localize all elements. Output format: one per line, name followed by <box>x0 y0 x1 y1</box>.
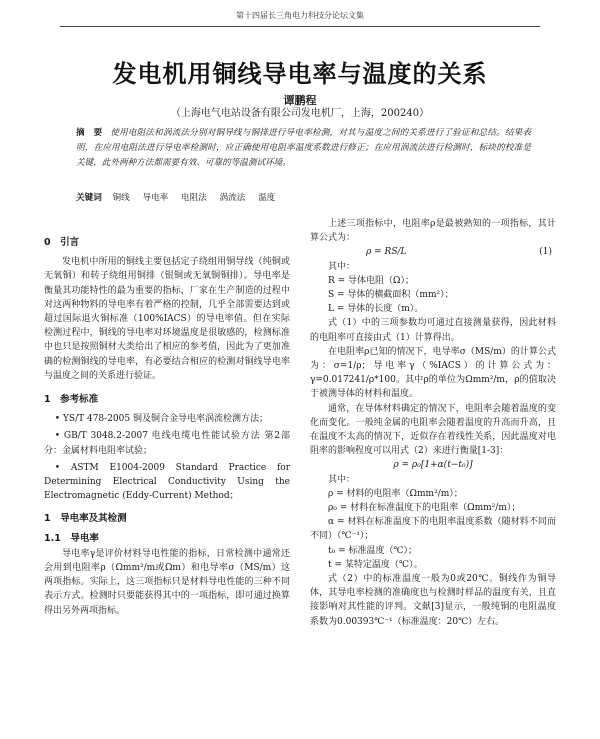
keyword: 铜线 <box>112 193 130 203</box>
paragraph: 式（2）中的标准温度一般为0或20℃。铜线作为铜导体，其导电率检测的准确度也与检测时样品的温度有关，且直接影响对其性能的评判。文献[3]显示，一般纯铜的电阻温度系数为0.00393℃⁻¹（标准温度：20℃）左右。 <box>310 574 556 627</box>
definition: ρ₀ = 材料在标准温度下的电阻率（Ωmm²/m）； <box>328 503 521 514</box>
left-column <box>44 236 290 618</box>
definition: t = 某特定温度（℃）。 <box>328 559 423 570</box>
paragraph: 导电率γ是评价材料导电性能的指标，日常检测中通常还会用到电阻率ρ（Ωmm²/m或Ωm）和电导率σ（MS/m）这两项指标。实际上，这三项指标只是材料导电性能的三种不同表示方式。检测时只要能获得其中的一项指标，即可通过换算得出另外两项指标。 <box>44 548 290 616</box>
paragraph: 通常，在导体材料确定的情况下，电阻率会随着温度的变化而变化。一般纯金属的电阻率会随着温度的升高而升高，且在温度不太高的情况下，近似存在着线性关系，因此温度对电阻率的影响程度可以用式（2）来进行衡量[1-3]： <box>310 403 556 457</box>
paragraph: 发电机中所用的铜线主要包括定子绕组用铜导线（纯铜或无氧铜）和转子绕组用铜排（银铜或无氧铜铜排）。导电率是衡量其功能特性的最为重要的指标，厂家在生产制造的过程中对这两种物料的导电率有着严格的控制，几乎全部需要达到或超过国际退火铜标准（100%IACS）的导电率值。但在实际检测过程中，铜线的导电率对环境温度是很敏感的，检测标准中也只是按照铜材大类给出了相应的参考值，因此为了更加准确的检测铜线的导电率，有必要结合相应的检测对铜线导电率与温度之间的关系进行验证。 <box>44 257 290 381</box>
equation-2: ρ = ρ₀[1+α(t−t₀)] <box>393 460 473 471</box>
keywords-label: 关键词 <box>76 193 102 203</box>
where-label: 其中： <box>328 474 356 485</box>
definition: α = 材料在标准温度下的电阻率温度系数（随材料不同而不同）（℃⁻¹）； <box>310 517 556 542</box>
definition: ρ = 材料的电阻率（Ωmm²/m）； <box>328 488 463 499</box>
keyword: 涡流法 <box>219 193 246 203</box>
equation-expression: ρ = RS/L <box>366 247 407 258</box>
abstract <box>76 126 531 171</box>
paragraph: 在电阻率ρ已知的情况下，电导率σ（MS/m）的计算公式为：σ=1/ρ；导电率γ（%IACS）的计算公式为：γ=0.017241/ρ*100。其中ρ的单位为Ωmm²/m，ρ的值取决于被测导体的材料和温度。 <box>310 346 556 400</box>
keyword: 导电率 <box>142 193 169 203</box>
definition: R = 导体电阻（Ω）； <box>328 275 415 286</box>
header-rule <box>60 26 540 27</box>
definition: L = 导体的长度（m）。 <box>328 304 424 315</box>
author: 谭鹏程 <box>283 94 317 107</box>
subsection-heading: 1.1 导电率 <box>44 532 99 544</box>
section-heading: 0 引言 <box>44 237 80 248</box>
paragraph: 上述三项指标中，电阻率ρ是最被熟知的一项指标，其计算公式为： <box>310 219 556 244</box>
keyword: 电阻法 <box>181 193 207 203</box>
abstract-text: 使用电阻法和涡流法分别对铜导线与铜排进行导电率检测，对其与温度之间的关系进行了验证和总结。结果表明，在应用电阻法进行导电率检测时，应正确使用电阻率温度系数进行修正；在应用涡流法进行检测时，标块的校准是关键，此外两种方法都需要有效、可靠的等温测试环境。 <box>76 128 531 168</box>
paper-title: 发电机用铜线导电率与温度的关系 <box>112 59 488 88</box>
affiliation: （上海电气电站设备有限公司发电机厂，上海，200240） <box>170 108 430 119</box>
where-label: 其中： <box>328 261 356 272</box>
equation-1 <box>310 245 556 259</box>
section-heading: 1 导电率及其检测 <box>44 513 127 525</box>
abstract-label: 摘 要 <box>76 128 103 138</box>
reference-item: • YS/T 478-2005 铜及铜合金导电率涡流检测方法； <box>54 414 268 425</box>
reference-item: • GB/T 3048.2-2007 电线电缆电性能试验方法 第2部分：金属材料电阻率试验； <box>44 431 290 456</box>
running-header: 第十四届长三角电力科技分论坛文集 <box>236 11 364 20</box>
right-column <box>310 217 556 629</box>
equation-number: (1) <box>539 247 552 258</box>
reference-item: • ASTM E1004-2009 Standard Practice for Determining Electrical Conductivity Using the Electromagnetic (Eddy-Current) Method； <box>44 462 290 502</box>
paragraph: 式（1）中的三项参数均可通过直接测量获得，因此材料的电阻率可直接由式（1）计算得出。 <box>310 318 556 343</box>
section-heading: 1 参考标准 <box>44 394 99 406</box>
keywords <box>76 191 531 203</box>
definition: S = 导体的横截面积（mm²）； <box>328 290 454 301</box>
definition: t₀ = 标准温度（℃）； <box>328 545 418 556</box>
keyword: 温度 <box>258 193 276 203</box>
